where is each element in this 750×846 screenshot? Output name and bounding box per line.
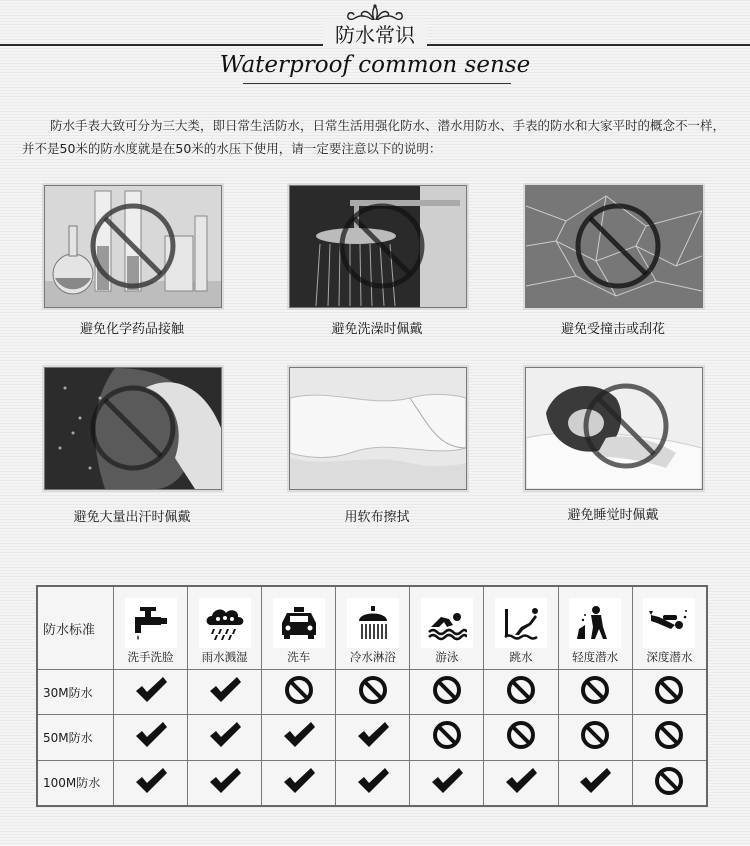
photo-sleep <box>525 367 703 490</box>
table-header-label: 防水标准 <box>37 586 114 670</box>
no-symbol-icon <box>504 675 538 705</box>
no-symbol-icon <box>430 720 464 750</box>
no-symbol-icon <box>356 675 390 705</box>
faucet-icon <box>125 598 177 648</box>
photo-chemicals <box>44 185 222 308</box>
cell <box>336 760 410 806</box>
cell <box>632 760 707 806</box>
column-header <box>114 586 188 670</box>
cell <box>114 670 188 715</box>
table-header-row <box>37 586 707 670</box>
header <box>0 0 750 90</box>
caption-scratch: 避免受撞击或刮花 <box>560 322 665 337</box>
photo-sweat <box>44 367 222 490</box>
check-icon <box>356 766 390 796</box>
check-icon <box>134 675 168 705</box>
cell <box>262 670 336 715</box>
cell <box>410 760 484 806</box>
caption-shower: 避免洗澡时佩戴 <box>331 322 423 337</box>
cell <box>558 760 632 806</box>
column-header <box>262 586 336 670</box>
snorkel-diver-icon <box>569 598 621 648</box>
no-symbol-icon <box>652 720 686 750</box>
cell <box>336 715 410 760</box>
caption-chemicals: 避免化学药品接触 <box>79 322 184 337</box>
column-header <box>484 586 558 670</box>
table-row <box>37 670 707 715</box>
cell <box>188 715 262 760</box>
diver-jump-icon <box>495 598 547 648</box>
shower-icon <box>347 598 399 648</box>
cell <box>632 670 707 715</box>
no-symbol-icon <box>504 720 538 750</box>
intro-text: 防水手表大致可分为三大类，即日常生活防水，日常生活用强化防水、潜水用防水、手表的防水和大家平时的概念不一样，并不是50米的防水度就是在50米的水压下使用，请一定要注意以下的说明： <box>22 118 726 156</box>
waterproof-standards-table <box>36 585 708 807</box>
cell <box>188 670 262 715</box>
column-header <box>410 586 484 670</box>
caption-sweat: 避免大量出汗时佩戴 <box>73 510 191 525</box>
column-label: 雨水溅湿 <box>201 650 248 664</box>
no-symbol-icon <box>282 675 316 705</box>
caption-towel: 用软布擦拭 <box>344 510 410 525</box>
check-icon <box>578 766 612 796</box>
photo-towel <box>289 367 467 490</box>
check-icon <box>134 766 168 796</box>
column-header <box>188 586 262 670</box>
column-header <box>336 586 410 670</box>
check-icon <box>504 766 538 796</box>
check-icon <box>282 766 316 796</box>
title-underline <box>243 83 511 84</box>
caption-sleep: 避免睡觉时佩戴 <box>567 508 659 523</box>
title-en: Waterproof common sense <box>219 52 531 78</box>
check-icon <box>134 720 168 750</box>
column-label: 洗手洗脸 <box>127 650 174 664</box>
cell <box>558 715 632 760</box>
cell <box>114 715 188 760</box>
no-symbol-icon <box>578 720 612 750</box>
column-label: 游泳 <box>435 650 459 664</box>
cell <box>484 715 558 760</box>
car-icon <box>273 598 325 648</box>
check-icon <box>208 675 242 705</box>
cell <box>632 715 707 760</box>
cell <box>336 670 410 715</box>
row-label: 100M防水 <box>37 760 114 806</box>
cell <box>114 760 188 806</box>
column-label: 轻度潜水 <box>572 650 619 664</box>
no-symbol-icon <box>578 675 612 705</box>
table-row <box>37 760 707 806</box>
column-label: 跳水 <box>509 650 533 664</box>
column-label: 深度潜水 <box>646 650 693 664</box>
column-label: 冷水淋浴 <box>349 650 396 664</box>
photo-glass <box>525 185 703 308</box>
photo-shower <box>289 185 467 308</box>
check-icon <box>208 766 242 796</box>
cell <box>188 760 262 806</box>
cell <box>262 760 336 806</box>
table-row <box>37 715 707 760</box>
swimmer-icon <box>421 598 473 648</box>
check-icon <box>208 720 242 750</box>
cell <box>484 670 558 715</box>
column-label: 洗车 <box>287 650 311 664</box>
check-icon <box>430 766 464 796</box>
check-icon <box>282 720 316 750</box>
check-icon <box>356 720 390 750</box>
cell <box>558 670 632 715</box>
cell <box>410 715 484 760</box>
cell <box>262 715 336 760</box>
no-symbol-icon <box>652 766 686 796</box>
scuba-diver-icon <box>643 598 695 648</box>
row-label: 30M防水 <box>37 670 114 715</box>
no-symbol-icon <box>430 675 464 705</box>
cell <box>410 670 484 715</box>
title-cn: 防水常识 <box>323 20 427 48</box>
rain-cloud-icon <box>199 598 251 648</box>
cell <box>484 760 558 806</box>
column-header <box>632 586 707 670</box>
no-symbol-icon <box>652 675 686 705</box>
column-header <box>558 586 632 670</box>
row-label: 50M防水 <box>37 715 114 760</box>
